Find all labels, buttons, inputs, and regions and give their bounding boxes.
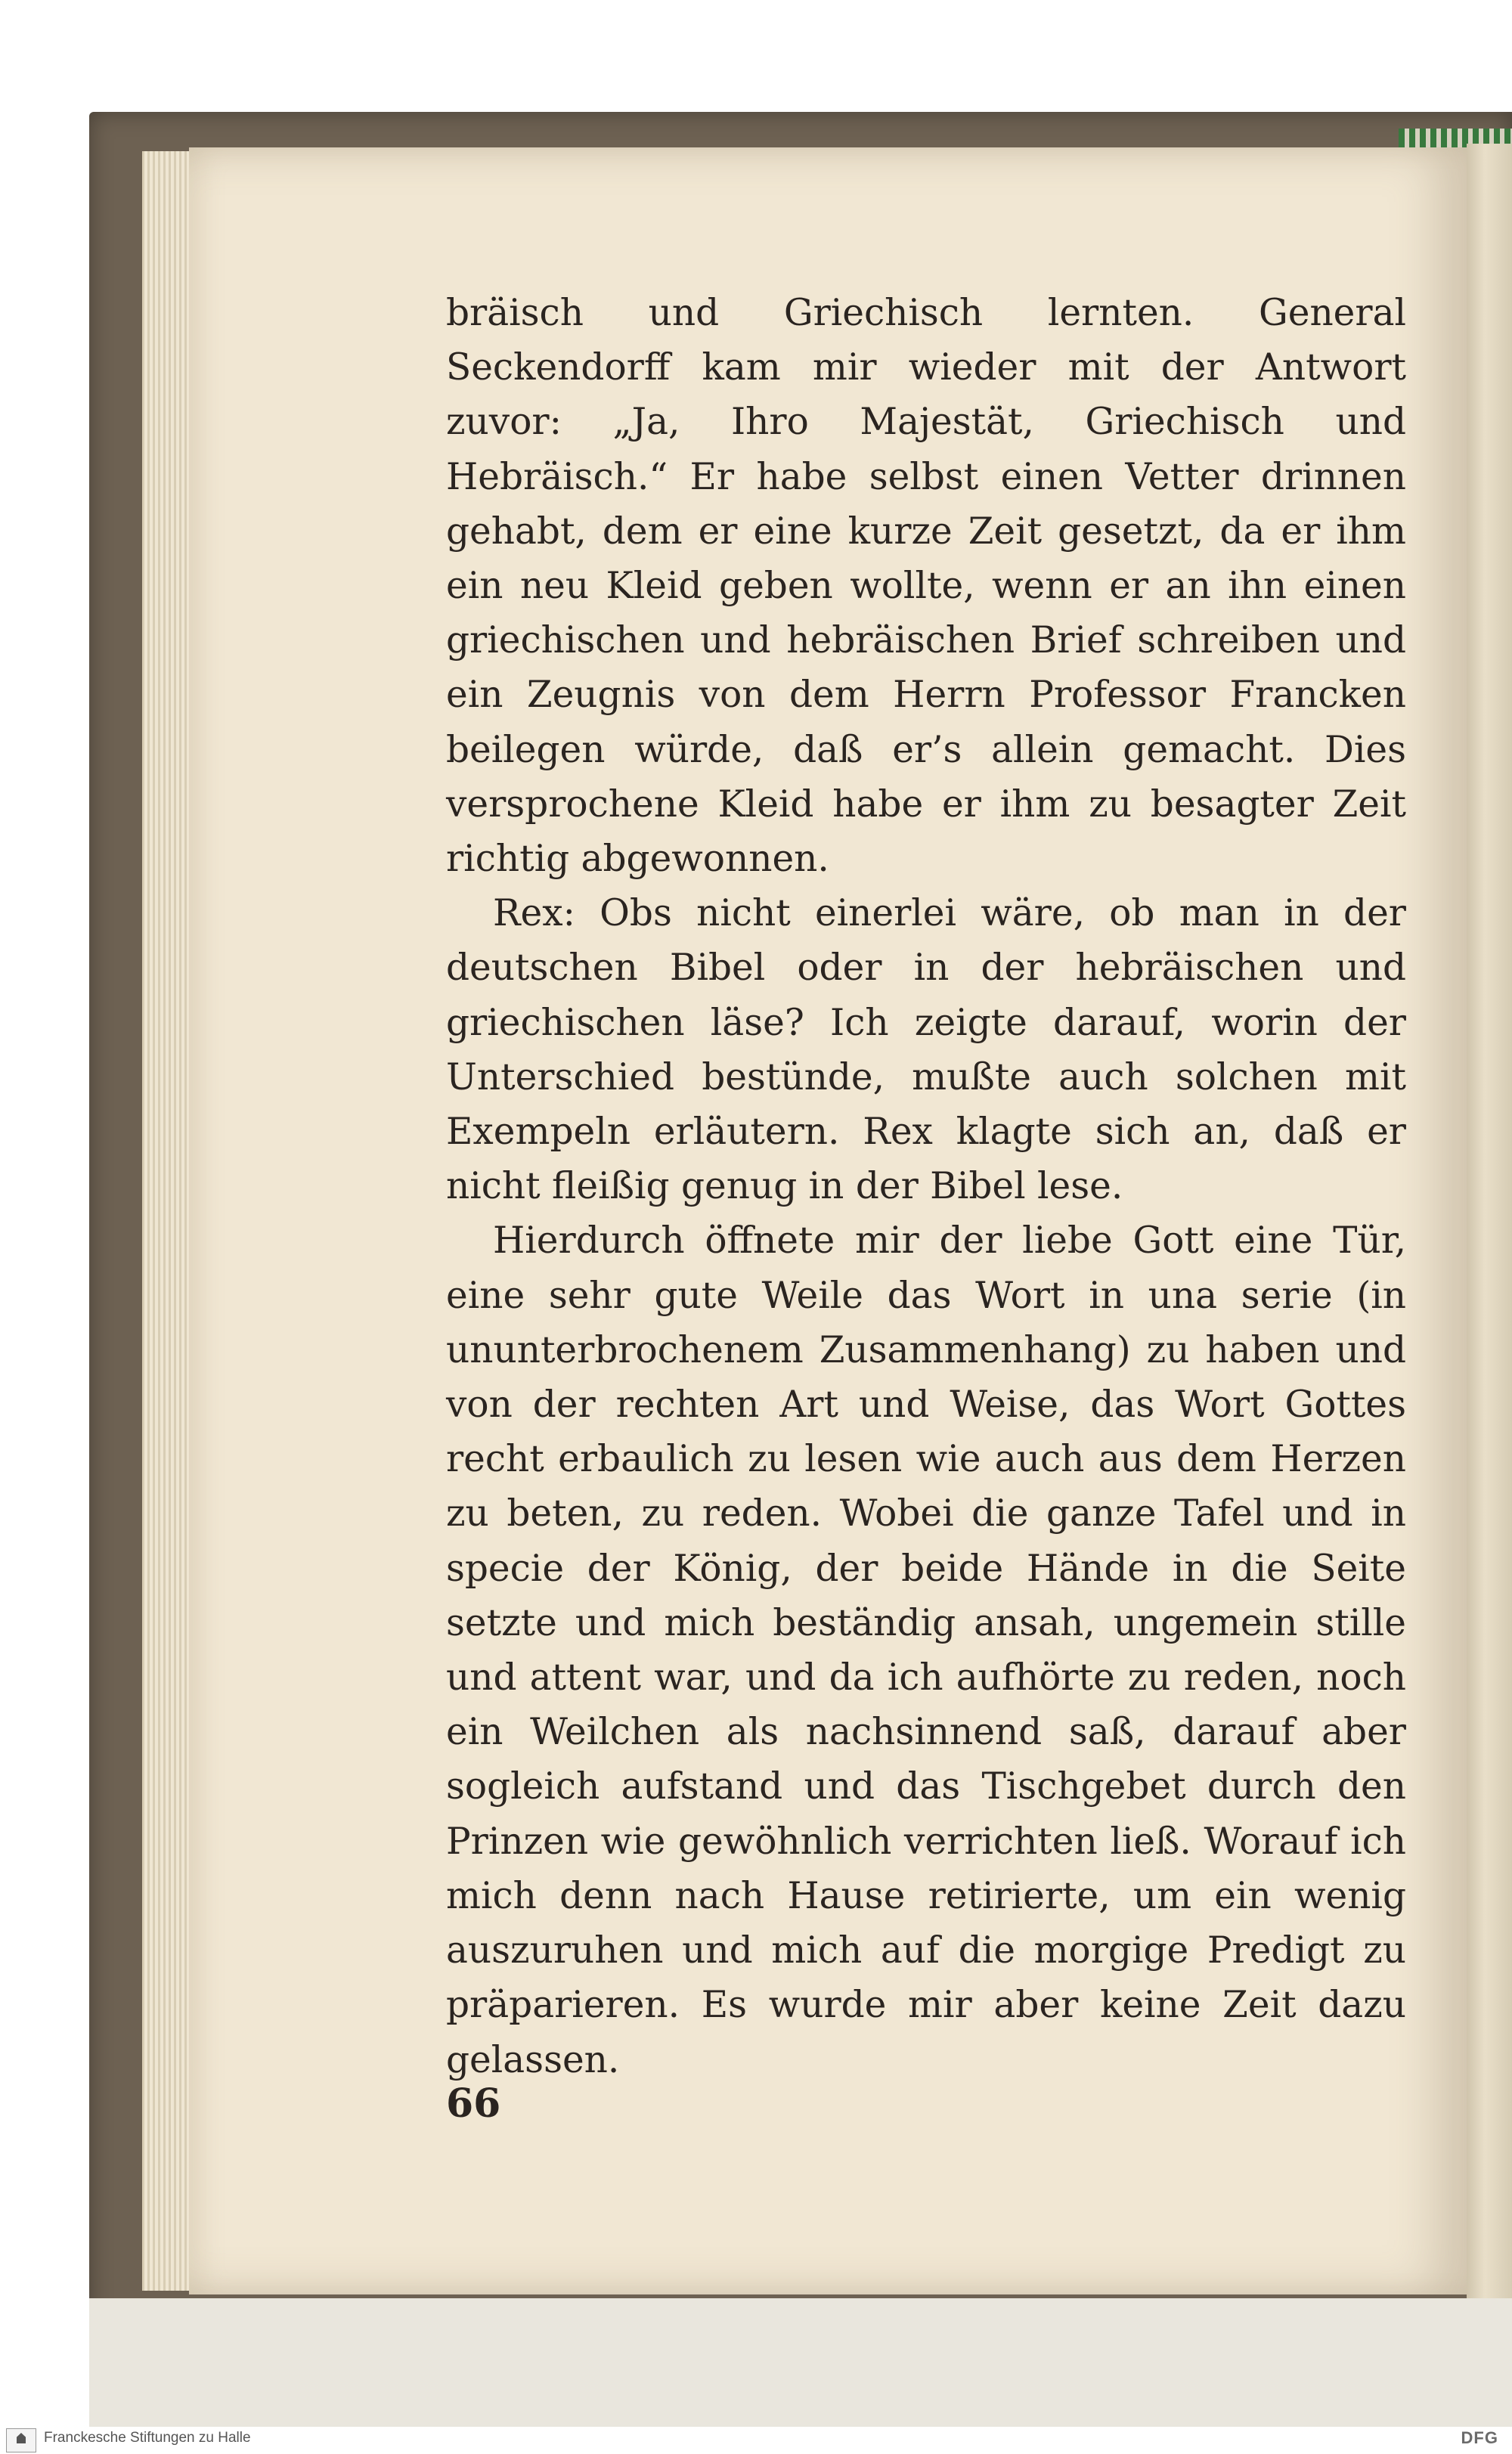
paragraph-2: Rex: Obs nicht einerlei wäre, ob man in der deutschen Bibel oder in der hebräischen und griechischen läse? Ich zeigte darauf, worin der Unterschied bestünde, mußte auch solchen mit Exempeln erläutern. Rex klagte sich an, daß er nicht fleißig genug in der Bibel lese.: [446, 892, 1406, 1208]
dfg-logo: DFG: [1461, 2428, 1498, 2447]
page-gutter: [1467, 144, 1512, 2298]
paragraph-3: Hierdurch öffnete mir der liebe Gott eine Tür, eine sehr gute Weile das Wort in una serie (in ununterbrochenem Zusammenhang) zu haben und von der rechten Art und Weise, das Wort Gottes recht erbaulich zu lesen wie auch aus dem Herzen zu beten, zu reden. Wobei die ganze Tafel und in specie der König, der beide Hände in die Seite setzte und mich beständig ansah, ungemein stille und attent war, und da ich aufhörte zu reden, noch ein Weilchen als nachsinnend saß, darauf aber sogleich aufstand und das Tischgebet durch den Prinzen wie gewöhnlich verrichten ließ. Worauf ich mich denn nach Hause retirierte, um ein wenig auszuruhen und mich auf die morgige Predigt zu präparieren. Es wurde mir aber keine Zeit dazu gelassen.: [446, 1219, 1406, 2081]
page-block-edges: [142, 151, 195, 2291]
page-text-block: [446, 286, 1406, 2087]
paragraph-1: bräisch und Griechisch lernten. General Seckendorff kam mir wieder mit der Antwort zuvor: „Ja, Ihro Majestät, Griechisch und Hebräisch.“ Er habe selbst einen Vetter drinnen gehabt, dem er eine kurze Zeit gesetzt, da er ihm ein neu Kleid geben wollte, wenn er an ihn einen griechischen und hebräischen Brief schreiben und ein Zeugnis von dem Herrn Professor Francken beilegen würde, daß er’s allein gemacht. Dies versprochene Kleid habe er ihm zu besagter Zeit richtig abgewonnen.: [446, 292, 1406, 881]
institution-label: Franckesche Stiftungen zu Halle: [44, 2430, 251, 2446]
institution-logo-icon: [6, 2428, 36, 2452]
page-number: 66: [446, 2081, 501, 2127]
